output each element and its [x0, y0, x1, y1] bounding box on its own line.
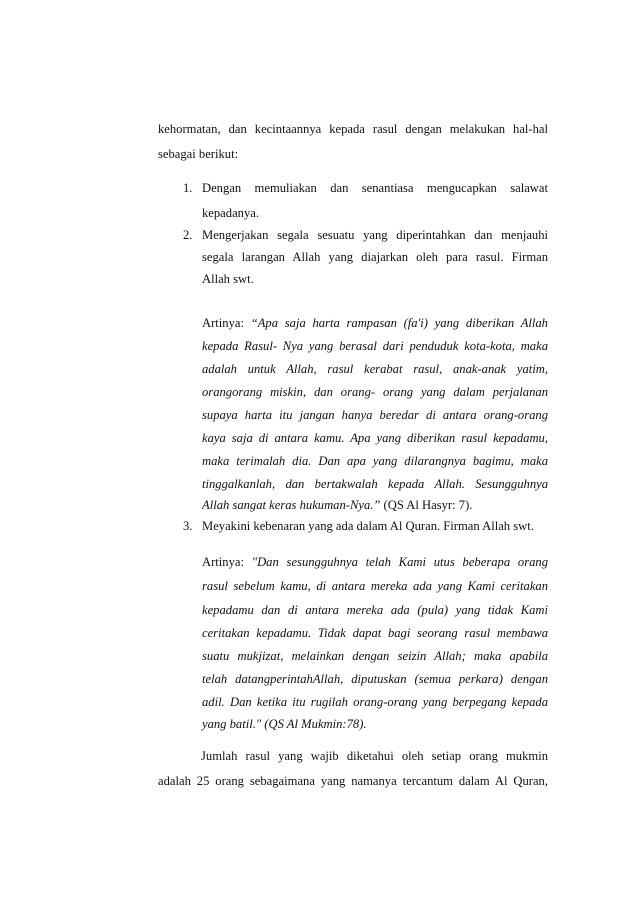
body-line: adalah 25 orang sebagaimana yang namanya tercantum dalam Al Quran, [158, 774, 548, 788]
translation-text: “Apa saja harta rampasan (fa'i) yang diberikan Allah [250, 316, 548, 330]
list-item-line: Allah swt. [202, 272, 254, 286]
list-item-line: kepadanya. [202, 206, 259, 220]
list-item-line: Meyakini kebenaran yang ada dalam Al Quran. Firman Allah swt. [202, 519, 534, 533]
translation-label: Artinya: [202, 316, 244, 330]
translation-line [202, 554, 548, 570]
body-line: Jumlah rasul yang wajib diketahui oleh setiap orang mukmin [201, 749, 548, 763]
intro-line: sebagai berikut: [158, 147, 239, 161]
list-number: 1. [183, 181, 193, 195]
translation-line: supaya harta itu jangan hanya beredar di antara orang-orang [202, 408, 548, 422]
list-item-line: segala larangan Allah yang diajarkan oleh para rasul. Firman [202, 250, 548, 264]
translation-line: kepada Rasul- Nya yang berasal dari penduduk kota-kota, maka [202, 339, 548, 353]
list-item-line: Mengerjakan segala sesuatu yang diperintahkan dan menjauhi [202, 228, 548, 242]
translation-line: suatu mukjizat, melainkan dengan seizin Allah; maka apabila [202, 649, 548, 663]
translation-text: "Dan sesungguhnya telah Kami utus beberapa orang [251, 555, 548, 569]
translation-label: Artinya: [202, 555, 244, 569]
translation-line: maka terimalah dia. Dan apa yang dilarangnya bagimu, maka [202, 454, 548, 468]
list-number: 3. [183, 519, 193, 533]
translation-line: orangorang miskin, dan orang- orang yang dalam perjalanan [202, 385, 548, 399]
translation-line: telah datangperintahAllah, diputuskan (semua perkara) dengan [202, 672, 548, 686]
list-number: 2. [183, 228, 193, 242]
intro-line: kehormatan, dan kecintaannya kepada rasul dengan melakukan hal-hal [158, 122, 548, 136]
list-item-line: Dengan memuliakan dan senantiasa mengucapkan salawat [202, 181, 548, 195]
translation-line: rasul sebelum kamu, di antara mereka ada yang Kami ceritakan [202, 579, 548, 593]
translation-line: ceritakan kepadamu. Tidak dapat bagi seorang rasul membawa [202, 626, 548, 640]
translation-line: kaya saja di antara kamu. Apa yang diberikan rasul kepadamu, [202, 431, 548, 445]
translation-line: kepadamu dan di antara mereka ada (pula) yang tidak Kami [202, 603, 548, 617]
translation-line [202, 497, 472, 513]
translation-line: adalah untuk Allah, rasul kerabat rasul, anak-anak yatim, [202, 362, 548, 376]
translation-line: adil. Dan ketika itu rugilah orang-orang yang berpegang kepada [202, 695, 548, 709]
translation-text: Allah sangat keras hukuman-Nya.” [202, 498, 381, 512]
translation-reference: (QS Al Hasyr: 7). [380, 498, 473, 512]
translation-line: yang batil." (QS Al Mukmin:78). [202, 717, 367, 731]
translation-line: tinggalkanlah, dan bertakwalah kepada Allah. Sesungguhnya [202, 477, 548, 491]
translation-line [202, 315, 548, 331]
